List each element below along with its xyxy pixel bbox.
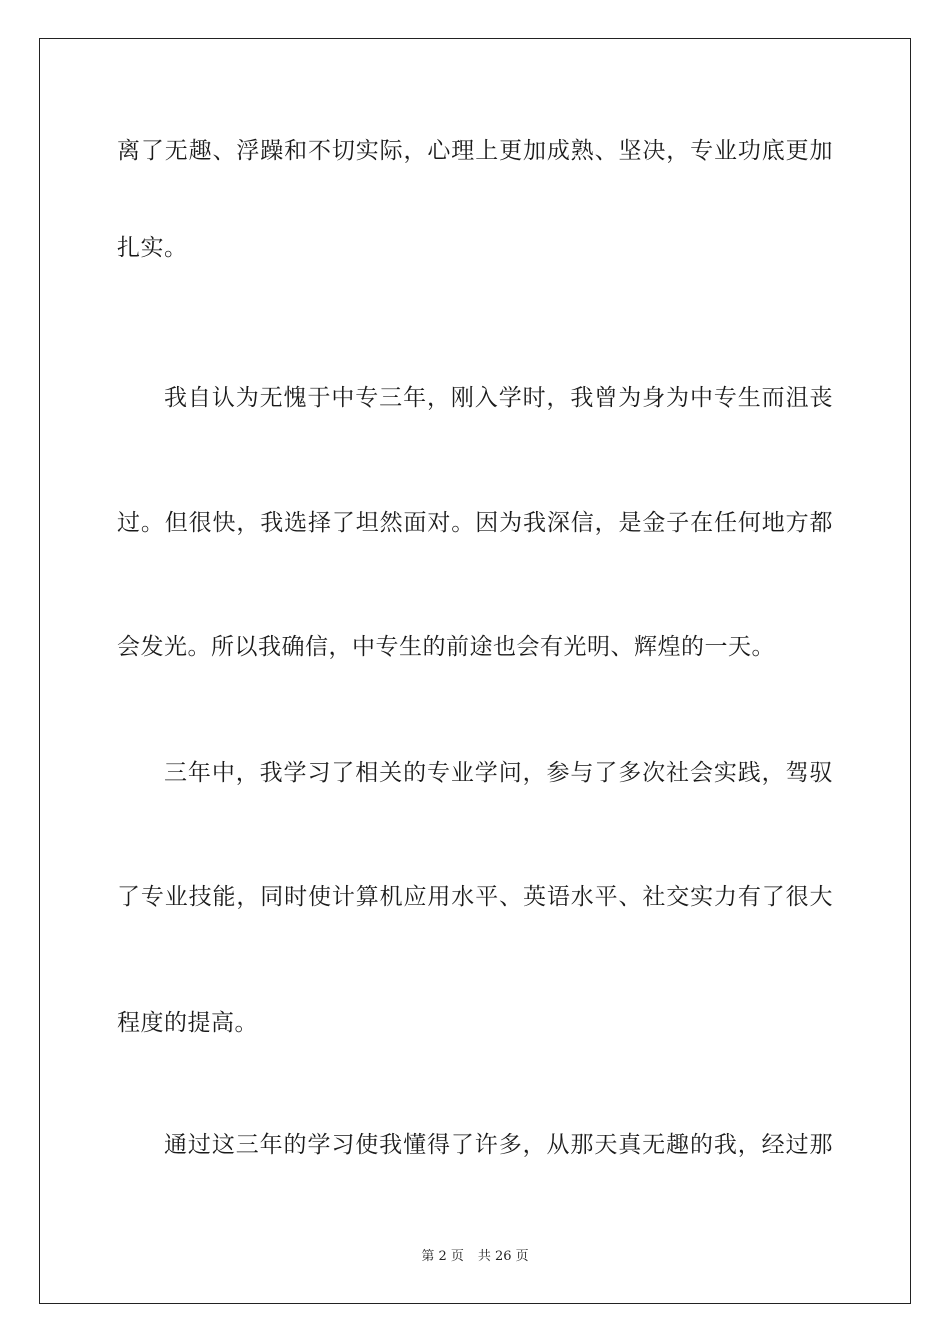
page-number: 第 2 页 [421,1249,464,1264]
text-line: 离了无趣、浮躁和不切实际，心理上更加成熟、坚决，专业功底更加 [117,138,833,164]
text-line: 我自认为无愧于中专三年，刚入学时，我曾为身为中专生而沮丧 [164,385,833,411]
text-line: 了专业技能，同时使计算机应用水平、英语水平、社交实力有了很大 [117,884,833,910]
page-footer [0,1248,950,1266]
text-line: 过。但很快，我选择了坦然面对。因为我深信，是金子在任何地方都 [117,510,833,536]
text-line: 程度的提高。 [117,1010,258,1036]
text-line: 三年中，我学习了相关的专业学问，参与了多次社会实践，驾驭 [164,760,833,786]
page-total: 共 26 页 [477,1249,529,1264]
text-line: 会发光。所以我确信，中专生的前途也会有光明、辉煌的一天。 [117,634,775,660]
page-border [39,38,911,1304]
text-line: 扎实。 [117,235,188,261]
text-line: 通过这三年的学习使我懂得了许多，从那天真无趣的我，经过那 [164,1132,833,1158]
